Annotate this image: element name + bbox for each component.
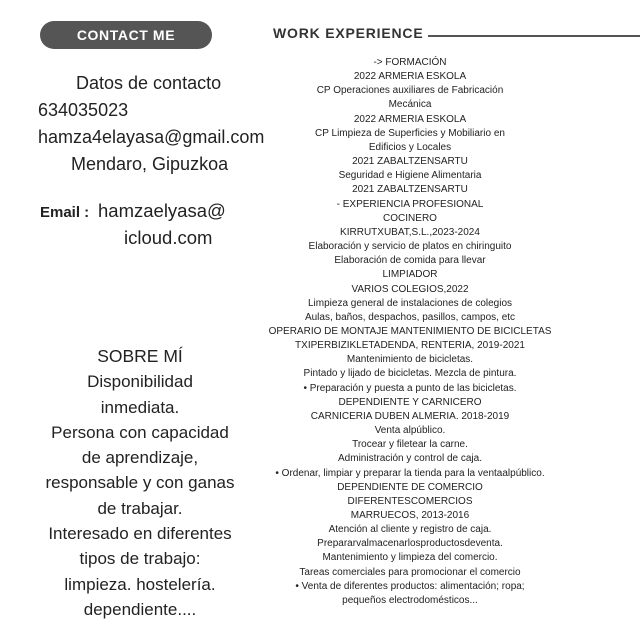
work-line: DIFERENTESCOMERCIOS [347, 495, 473, 507]
email-value-line-2: icloud.com [124, 227, 213, 248]
work-line: Edificios y Locales [368, 141, 452, 153]
email-label: Email : [40, 204, 90, 221]
about-line: dependiente.... [83, 599, 197, 619]
work-line: LIMPIADOR [382, 269, 438, 281]
work-line: DEPENDIENTE DE COMERCIO [337, 481, 483, 493]
work-line: CARNICERIA DUBEN ALMERIA. 2018-2019 [310, 410, 510, 422]
about-line: tipos de trabajo: [79, 549, 201, 569]
work-line: TXIPERBIZIKLETADENDA, RENTERIA, 2019-2021 [295, 340, 525, 352]
work-line: Elaboración y servicio de platos en chiringuito [308, 241, 512, 253]
work-line: Aulas, baños, despachos, pasillos, campos, etc [304, 311, 516, 323]
work-line: • Venta de diferentes productos: alimentación; ropa; [295, 580, 525, 592]
work-line: CP Operaciones auxiliares de Fabricación [316, 85, 504, 97]
work-experience-list [255, 56, 565, 608]
about-line: inmediata. [100, 397, 180, 417]
email-value [98, 197, 226, 251]
work-line: Atención al cliente y registro de caja. [328, 524, 492, 536]
work-line: Limpieza general de instalaciones de colegios [307, 297, 513, 309]
about-line: responsable y con ganas [45, 473, 235, 493]
contact-me-header [40, 21, 212, 49]
work-line: Administración y control de caja. [338, 453, 482, 465]
work-line: pequeños electrodomésticos... [342, 594, 478, 606]
about-section [28, 344, 252, 622]
work-experience-title: WORK EXPERIENCE [273, 25, 424, 41]
contact-heading: Datos de contacto [76, 73, 222, 93]
about-line: Interesado en diferentes [48, 524, 232, 544]
work-line: COCINERO [383, 212, 437, 224]
work-line: Venta alpúblico. [374, 425, 446, 437]
about-title: SOBRE MÍ [97, 346, 183, 366]
work-line: • Ordenar, limpiar y preparar la tienda para la ventaalpúblico. [275, 467, 545, 479]
work-line: Tareas comerciales para promocionar el comercio [299, 566, 521, 578]
email-value-line-1: hamzaelyasa@ [98, 200, 226, 221]
work-line: • Preparación y puesta a punto de las bicicletas. [303, 382, 517, 394]
work-line: DEPENDIENTE Y CARNICERO [338, 396, 482, 408]
work-line: Mecánica [388, 99, 432, 111]
work-line: Mantenimiento y limpieza del comercio. [322, 552, 498, 564]
contact-address: Mendaro, Gipuzkoa [71, 154, 229, 174]
work-line: 2021 ZABALTZENSARTU [352, 156, 468, 168]
work-line: 2022 ARMERIA ESKOLA [353, 71, 467, 83]
work-line: Mantenimiento de bicicletas. [346, 354, 474, 366]
about-line: Persona con capacidad [51, 422, 229, 442]
work-experience-divider [428, 35, 640, 37]
work-line: MARRUECOS, 2013-2016 [350, 510, 470, 521]
about-line: de trabajar. [97, 498, 183, 518]
about-line: limpieza. hostelería. [64, 574, 216, 594]
contact-details [38, 70, 270, 178]
work-line: 2022 ARMERIA ESKOLA [353, 113, 467, 125]
contact-email: hamza4elayasa@gmail.com [38, 127, 265, 147]
work-line: 2021 ZABALTZENSARTU [352, 184, 468, 196]
work-line: -> FORMACIÓN [373, 57, 447, 68]
work-line: KIRRUTXUBAT,S.L.,2023-2024 [340, 226, 480, 238]
work-line: Elaboración de comida para llevar [334, 255, 486, 267]
about-line: Disponibilidad [87, 372, 193, 392]
work-line: Seguridad e Higiene Alimentaria [338, 170, 482, 182]
work-line: Pintado y lijado de bicicletas. Mezcla de pintura. [303, 368, 517, 380]
work-line: Trocear y filetear la carne. [352, 439, 468, 451]
work-line: Prepararvalmacenarlosproductosdeventa. [317, 538, 503, 550]
work-line: - EXPERIENCIA PROFESIONAL [336, 198, 484, 210]
contact-phone: 634035023 [38, 100, 129, 120]
contact-me-label: CONTACT ME [76, 27, 176, 43]
about-line: de aprendizaje, [81, 448, 199, 468]
work-line: VARIOS COLEGIOS,2022 [351, 283, 469, 295]
work-line: OPERARIO DE MONTAJE MANTENIMIENTO DE BICICLETAS [268, 325, 552, 337]
work-line: CP Limpieza de Superficies y Mobiliario en [315, 127, 505, 139]
